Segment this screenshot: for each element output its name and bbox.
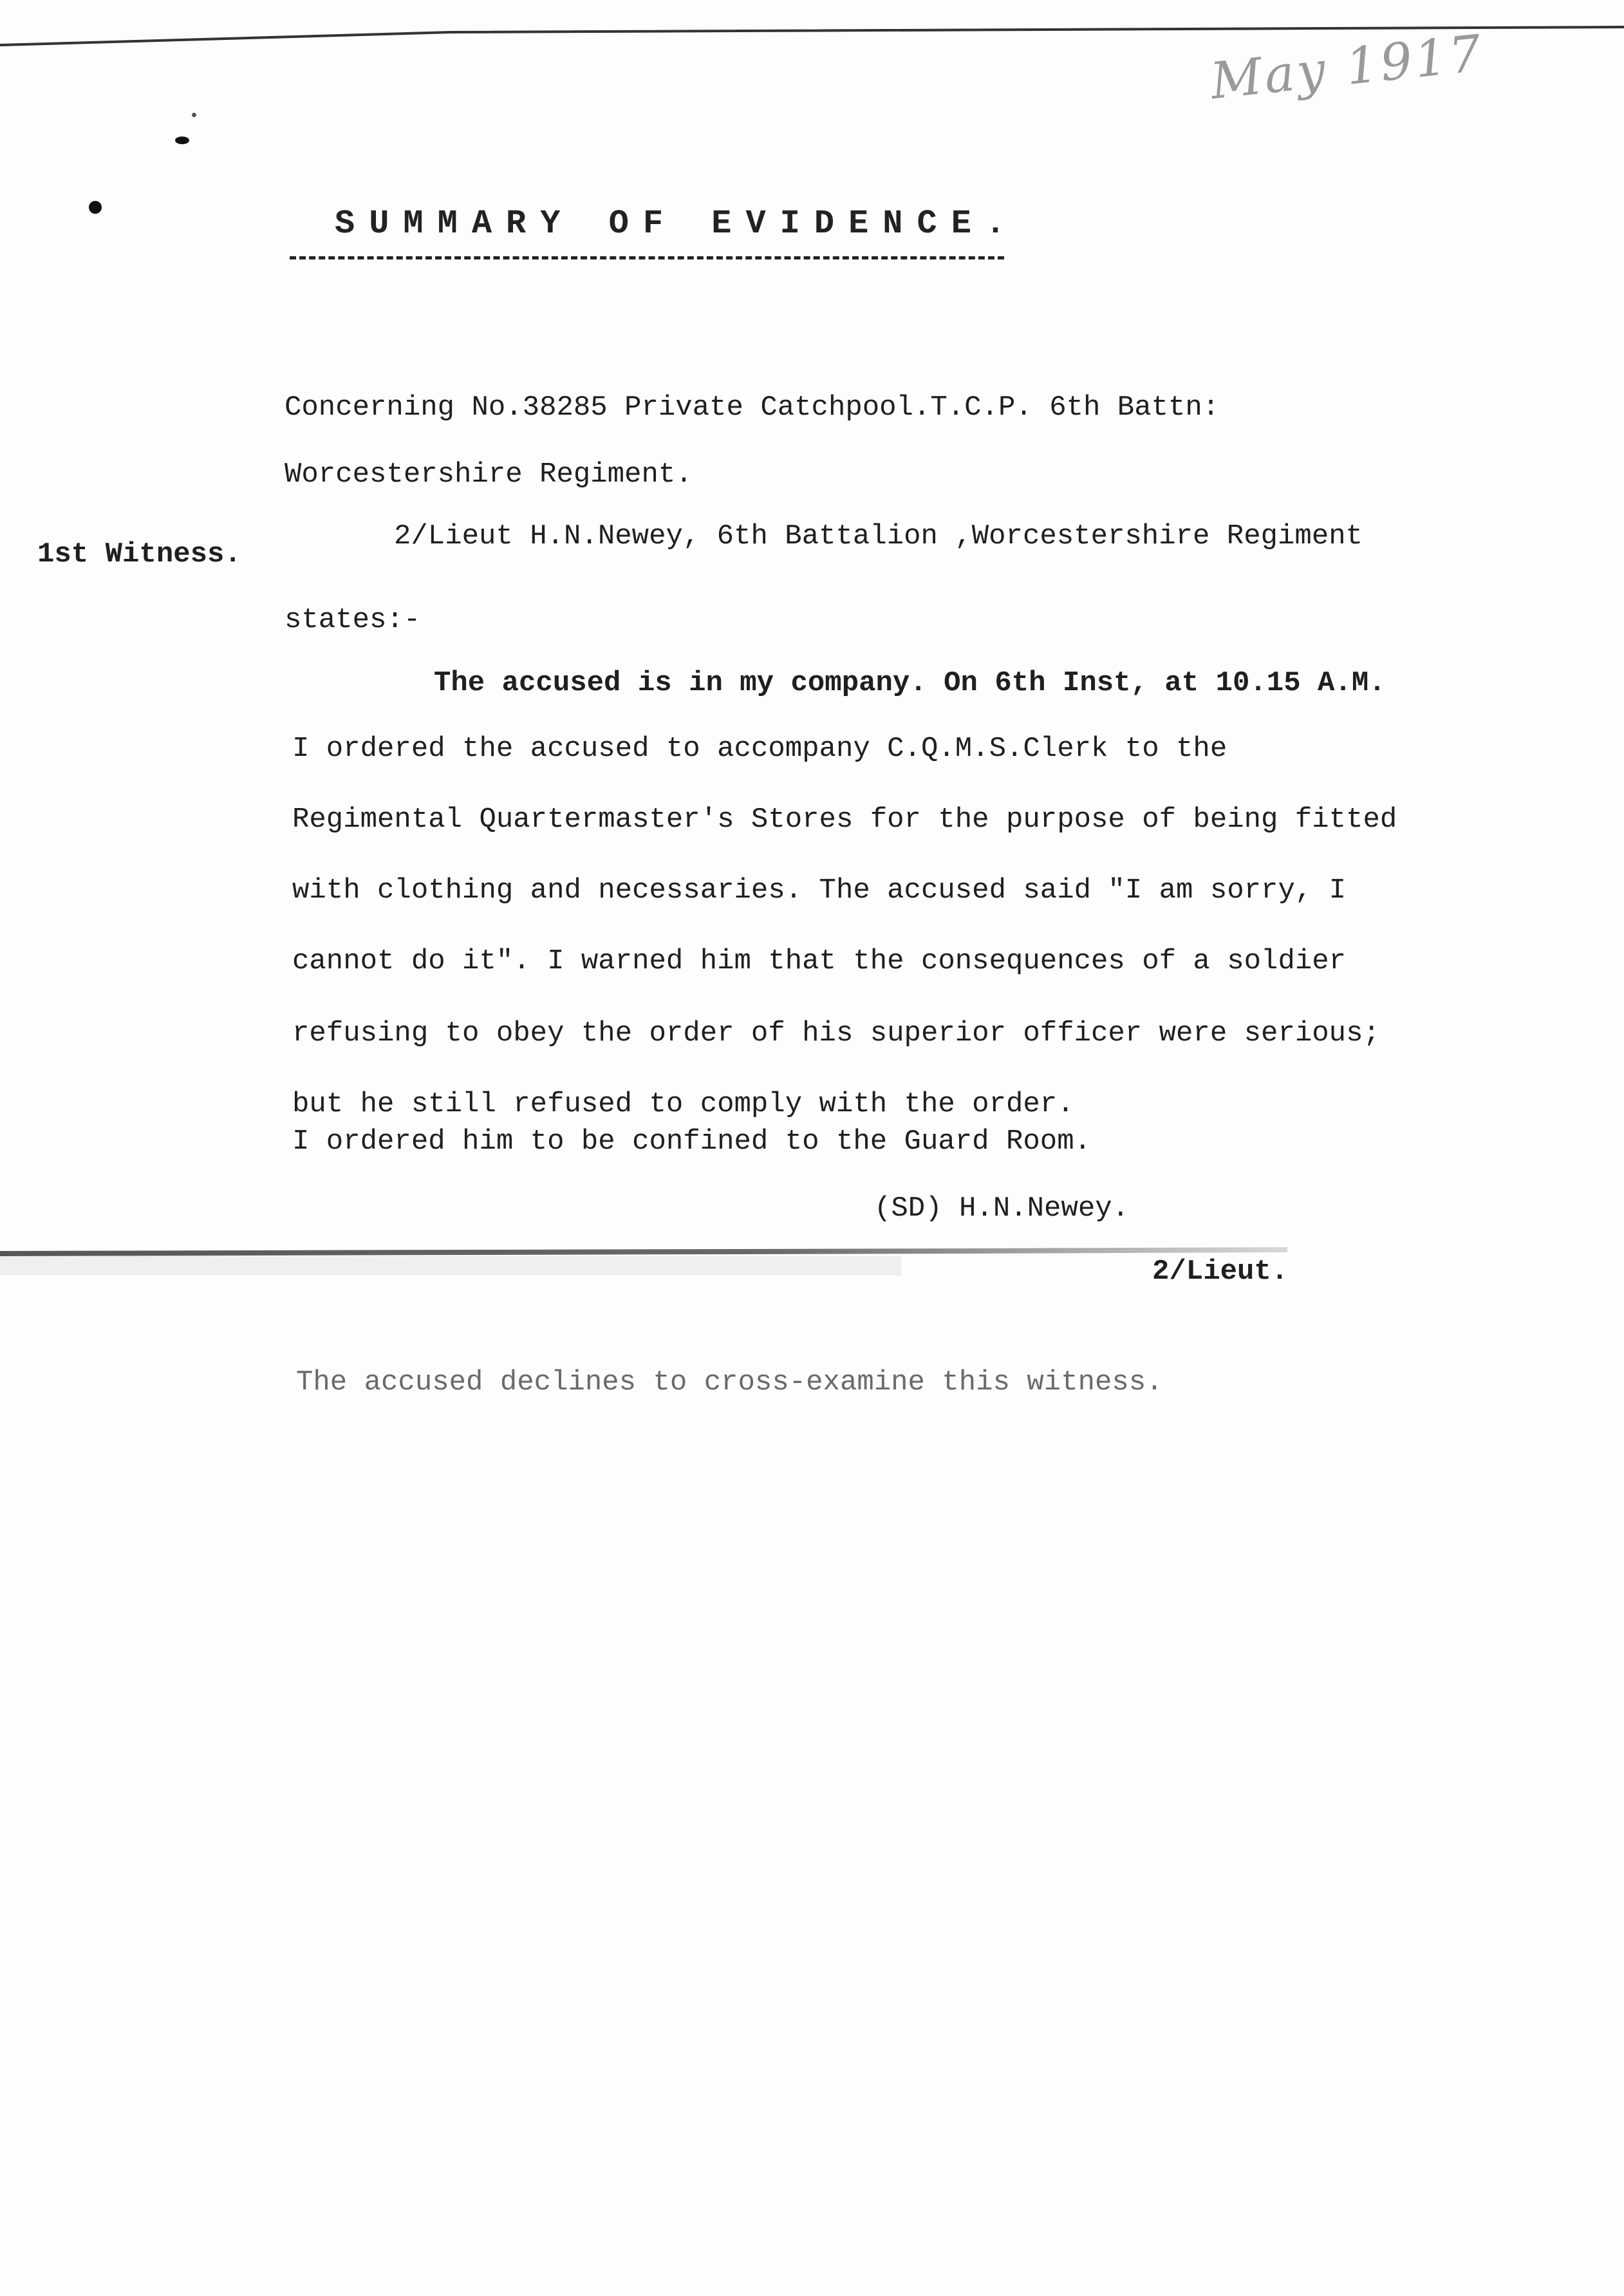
handwritten-date-note: May 1917 (1208, 24, 1487, 111)
statement-line: Regimental Quartermaster's Stores for the purpose of being fitted (292, 804, 1397, 836)
fold-shadow-line (0, 1239, 1624, 1291)
statement-line: I ordered the accused to accompany C.Q.M.S.Clerk to the (292, 733, 1227, 765)
cross-examination-note: The accused declines to cross-examine this witness. (296, 1366, 1163, 1398)
statement-line: with clothing and necessaries. The accused said "I am sorry, I (292, 874, 1347, 907)
page-title: SUMMARY OF EVIDENCE. (335, 205, 1020, 243)
concerning-line-2: Worcestershire Regiment. (285, 458, 693, 491)
ink-speck (192, 113, 196, 117)
statement-line: The accused is in my company. On 6th Inst, at 10.15 A.M. (434, 667, 1386, 699)
ink-speck (89, 201, 102, 214)
ink-speck (175, 136, 189, 144)
witness-states: states:- (285, 604, 421, 636)
title-underline (290, 256, 1004, 259)
signature-rank: 2/Lieut. (1152, 1256, 1289, 1288)
concerning-line-1: Concerning No.38285 Private Catchpool.T.C.P. 6th Battn: (285, 391, 1220, 424)
statement-line: refusing to obey the order of his superior officer were serious; (292, 1017, 1380, 1049)
signature-name: (SD) H.N.Newey. (874, 1192, 1130, 1225)
statement-line: cannot do it". I warned him that the consequences of a soldier (292, 945, 1347, 977)
witness-margin-label: 1st Witness. (37, 538, 241, 570)
statement-line: but he still refused to comply with the order. (292, 1088, 1074, 1120)
witness-intro: 2/Lieut H.N.Newey, 6th Battalion ,Worcestershire Regiment (394, 520, 1363, 552)
statement-line: I ordered him to be confined to the Guard Room. (292, 1125, 1092, 1158)
